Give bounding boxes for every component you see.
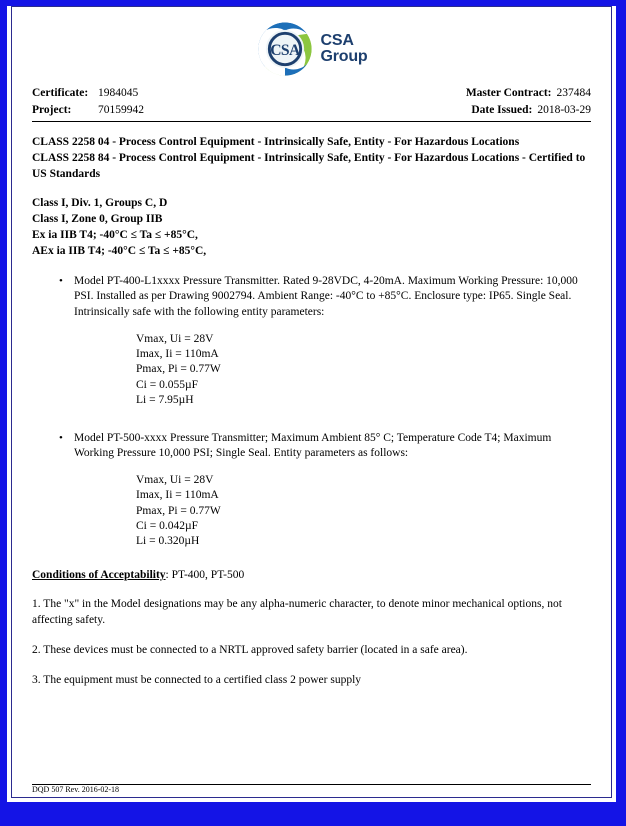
date-issued-field: [471, 102, 591, 119]
master-contract-value: 237484: [556, 87, 591, 99]
list-item: [32, 274, 591, 409]
product-bullet-list: [32, 274, 591, 550]
project-label: Project:: [32, 103, 72, 116]
conditions-heading-suffix: : PT-400, PT-500: [165, 568, 245, 581]
svg-text:CSA: CSA: [269, 41, 300, 59]
certificate-label: Certificate:: [32, 87, 89, 99]
param-line: Ci = 0.042µF: [136, 520, 198, 533]
header-meta: [32, 85, 591, 122]
param-line: Imax, Ii = 110mA: [136, 347, 219, 360]
certificate-sheet: [11, 6, 612, 798]
bullet-text: Model PT-500-xxxx Pressure Transmitter; Maximum Ambient 85° C; Temperature Code T4; Maximum Working Pressure 10,000 PSI; Single Seal. Entity parameters as follows:: [74, 431, 552, 460]
class-line-1: CLASS 2258 04 - Process Control Equipment - Intrinsically Safe, Entity - For Hazardous Locations: [32, 136, 520, 149]
param-line: Pmax, Pi = 0.77W: [136, 504, 221, 517]
page-footer: [32, 784, 591, 795]
conditions-heading-row: [32, 568, 591, 584]
param-line: Li = 7.95µH: [136, 394, 194, 407]
param-line: Vmax, Ui = 28V: [136, 473, 214, 486]
bullet-spacer: [32, 411, 591, 431]
zone-line-4: AEx ia IIB T4; -40°C ≤ Ta ≤ +85°C,: [32, 244, 207, 257]
zone-line-2: Class I, Zone 0, Group IIB: [32, 213, 163, 226]
param-line: Vmax, Ui = 28V: [136, 332, 214, 345]
project-field: [32, 102, 144, 119]
zone-line-3: Ex ia IIB T4; -40°C ≤ Ta ≤ +85°C,: [32, 228, 198, 241]
param-line: Li = 0.320µH: [136, 535, 200, 548]
date-issued-value: 2018-03-29: [537, 103, 591, 116]
csa-roundel-icon: [256, 20, 314, 78]
csa-logo: [32, 15, 591, 83]
class-block: [32, 135, 591, 182]
conditions-heading: Conditions of Acceptability: [32, 568, 166, 581]
bullet-text: Model PT-400-L1xxxx Pressure Transmitter. Rated 9-28VDC, 4-20mA. Maximum Working Pressure: 10,000 PSI. Installed as per Drawing 9002794. Ambient Range: -40°C to +85°C. Enclosure type: IP65. Single Seal. Intrinsically safe with the following entity parameters:: [74, 274, 578, 318]
footer-text: DQD 507 Rev. 2016-02-18: [32, 785, 120, 795]
zone-line-1: Class I, Div. 1, Groups C, D: [32, 197, 168, 210]
conditions-section: [32, 568, 591, 689]
header-divider: [32, 121, 591, 122]
condition-item: 3. The equipment must be connected to a certified class 2 power supply: [32, 674, 362, 687]
csa-wordmark: [321, 33, 368, 66]
zone-block: [32, 196, 591, 259]
param-line: Ci = 0.055µF: [136, 378, 198, 391]
condition-item: 2. These devices must be connected to a NRTL approved safety barrier (located in a safe area).: [32, 644, 468, 657]
project-value: 70159942: [98, 103, 144, 116]
certificate-body: [32, 135, 591, 689]
param-line: Imax, Ii = 110mA: [136, 489, 219, 502]
condition-item: 1. The "x" in the Model designations may be any alpha-numeric character, to denote minor mechanical options, not affecting safety.: [32, 598, 562, 627]
logo-line-2: Group: [320, 48, 368, 65]
meta-row-project: [32, 102, 591, 119]
param-line: Pmax, Pi = 0.77W: [136, 363, 221, 376]
master-contract-label: Master Contract:: [465, 87, 552, 99]
date-issued-label: Date Issued:: [471, 103, 533, 116]
meta-row-certificate: [32, 85, 591, 102]
entity-parameters: [136, 473, 591, 550]
logo-line-1: CSA: [320, 31, 354, 49]
certificate-content: [12, 7, 611, 797]
list-item: [32, 431, 591, 550]
master-contract-field: [466, 85, 591, 102]
class-line-2: CLASS 2258 84 - Process Control Equipment - Intrinsically Safe, Entity - For Hazardous Locations - Certified to US Standards: [32, 151, 586, 180]
certificate-field: [32, 85, 138, 102]
certificate-value: 1984045: [98, 87, 139, 99]
entity-parameters: [136, 332, 591, 409]
